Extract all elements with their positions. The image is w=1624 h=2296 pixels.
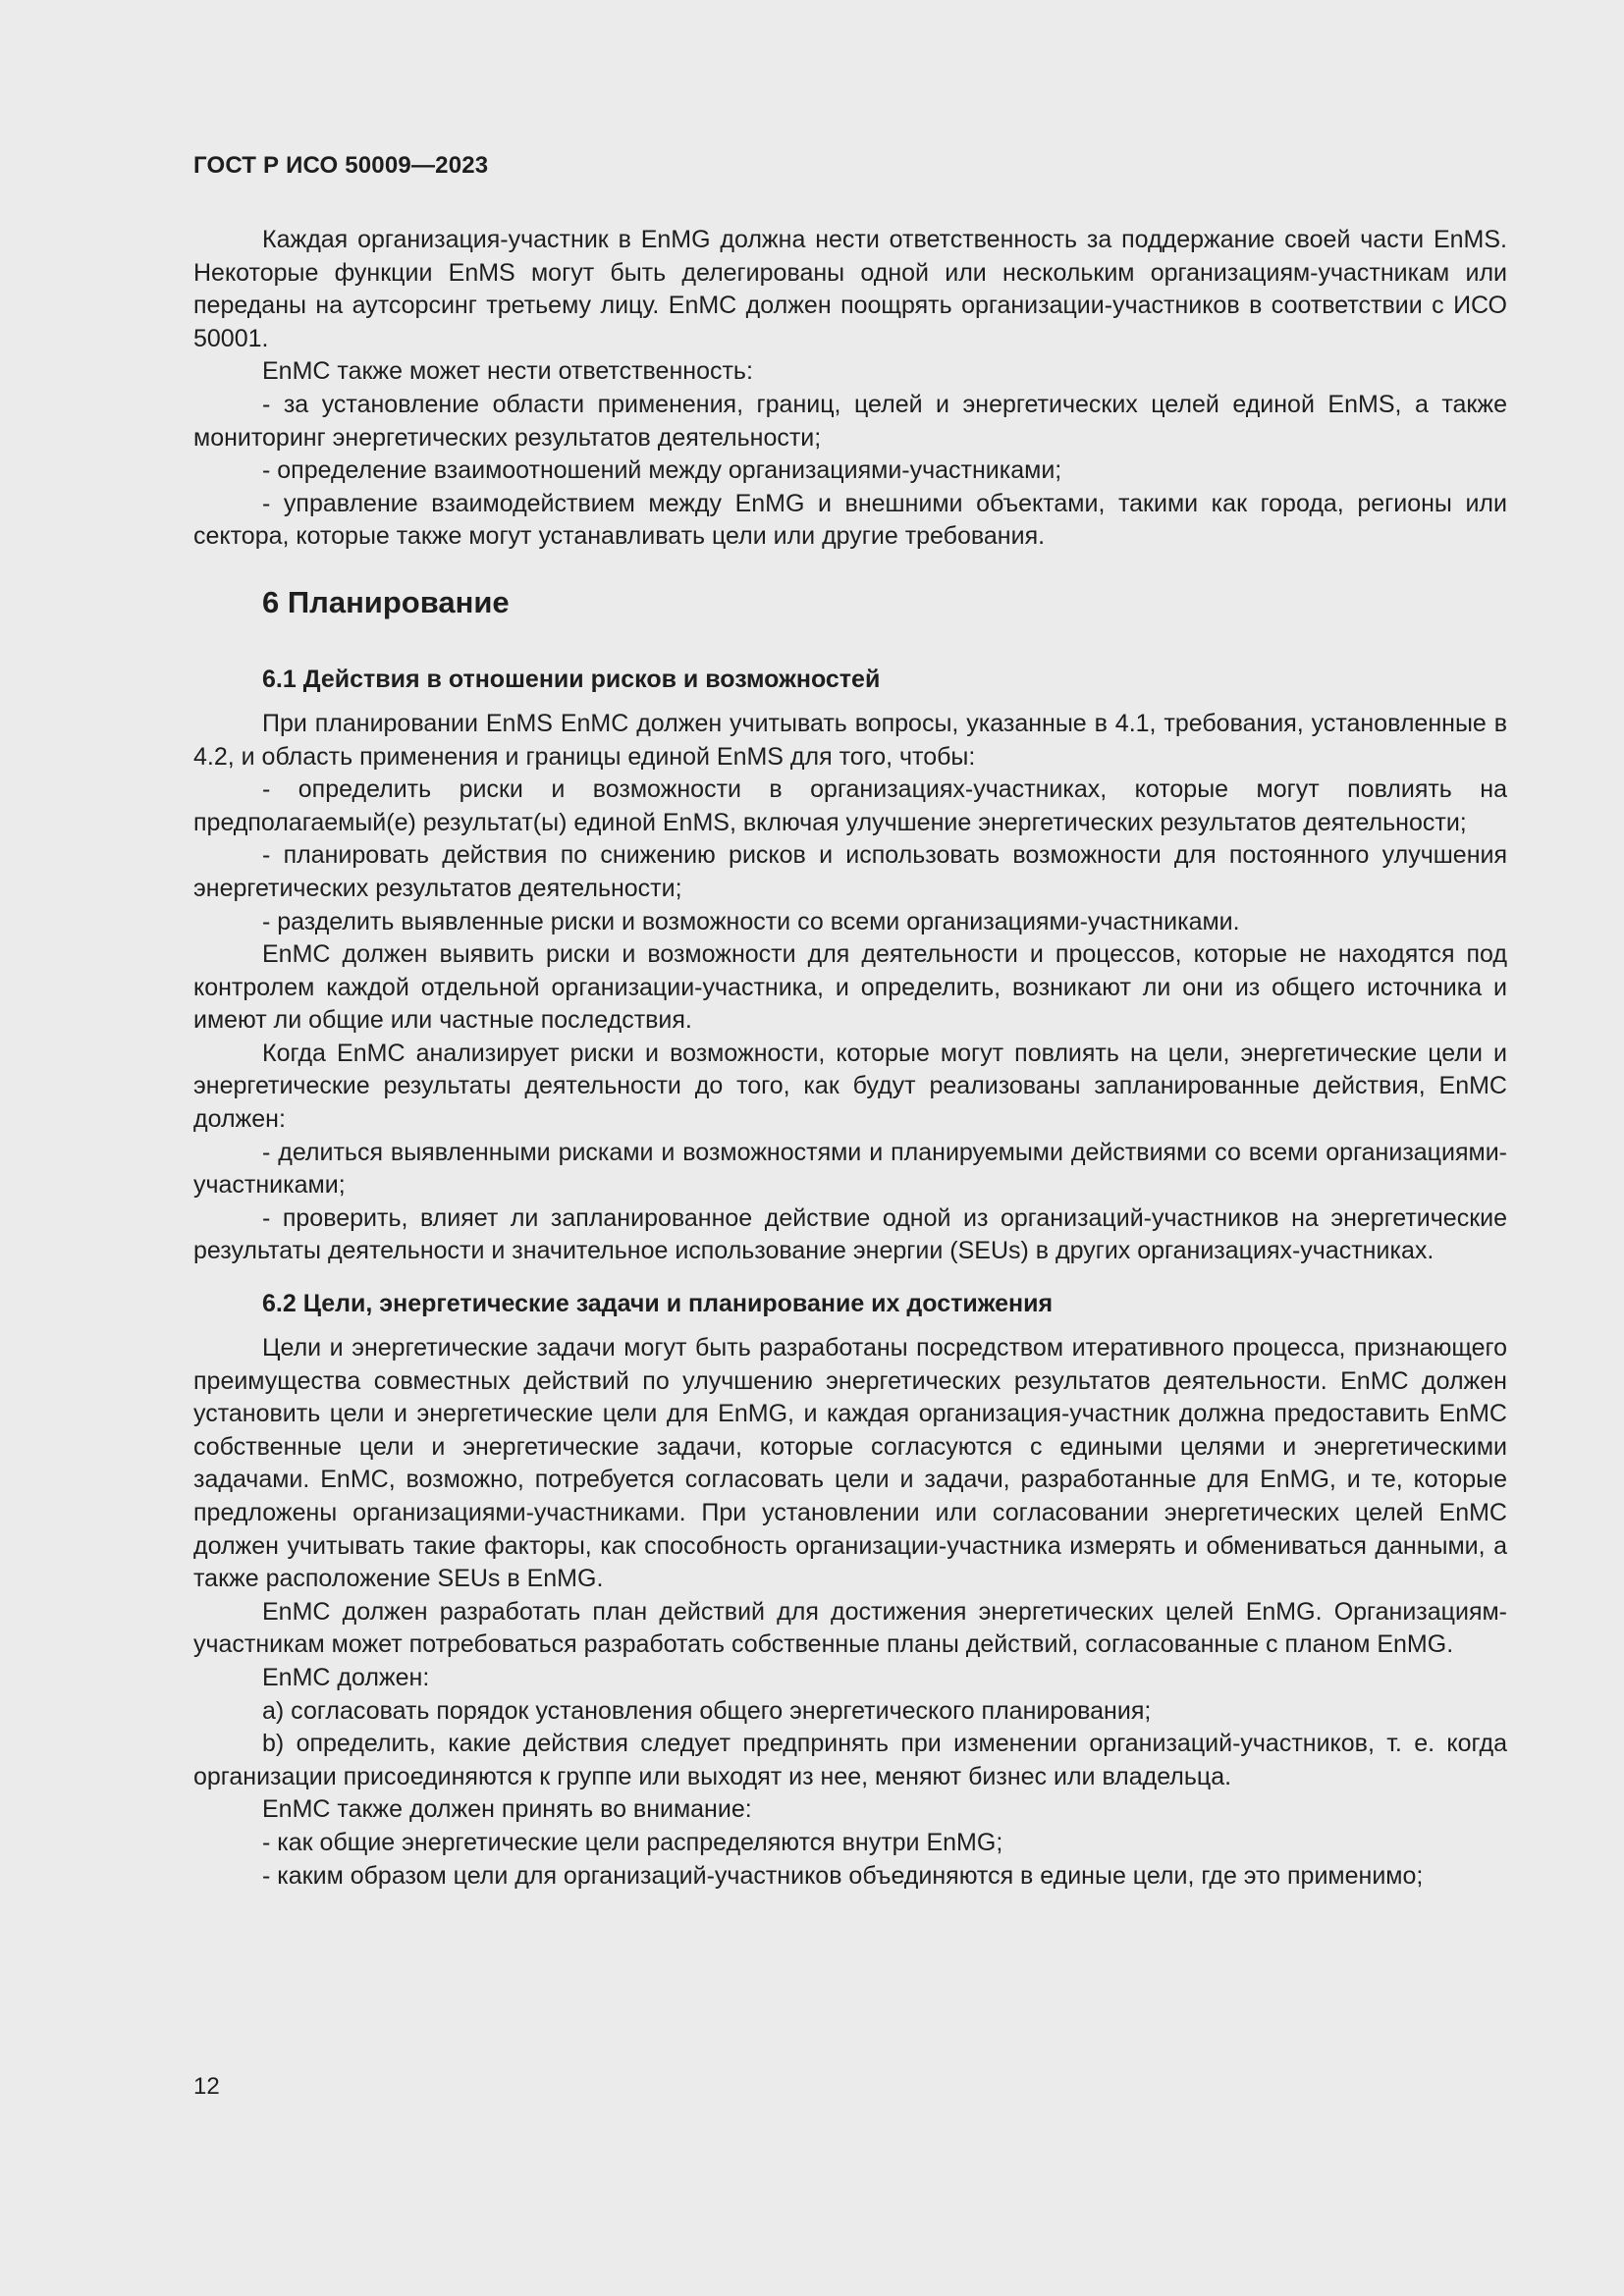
subsection-heading: 6.1 Действия в отношении рисков и возможностей [262, 665, 881, 693]
list-item: - за установление области применения, границ, целей и энергетических целей единой EnMS, а также мониторинг энергетических результатов деятельности; [193, 390, 1507, 452]
list-item: - делиться выявленными рисками и возможностями и планируемыми действиями со всеми организациями-участниками; [193, 1138, 1507, 1200]
paragraph: EnMC также может нести ответственность: [262, 357, 753, 386]
section-heading: 6 Планирование [262, 584, 510, 619]
paragraph: Когда EnMC анализирует риски и возможности, которые могут повлиять на цели, энергетические цели и энергетические результаты деятельности до того, как будут реализованы запланированные действия, EnMC должен: [193, 1039, 1507, 1134]
paragraph: Цели и энергетические задачи могут быть разработаны посредством итеративного процесса, признающего преимущества совместных действий по улучшению энергетических результатов деятельности. EnMC должен установить цели и энергетические цели для EnMG, и каждая организация-участник должна предоставить EnMC собственные цели и энергетические задачи, которые согласуются с едиными целями и энергетическими задачами. EnMC, возможно, потребуется согласовать цели и задачи, разработанные для EnMG, и те, которые предложены организациями-участниками. При установлении или согласовании энергетических целей EnMC должен учитывать такие факторы, как способность организации-участника измерять и обмениваться данными, а также расположение SEUs в EnMG. [193, 1334, 1507, 1593]
list-item: - управление взаимодействием между EnMG и внешними объектами, такими как города, регионы или сектора, которые также могут устанавливать цели или другие требования. [193, 489, 1507, 551]
paragraph: EnMC должен выявить риски и возможности для деятельности и процессов, которые не находятся под контролем каждой отдельной организации-участника, и определить, возникают ли они из общего источника и имеют ли общие или частные последствия. [193, 940, 1507, 1035]
list-item: - проверить, влияет ли запланированное действие одной из организаций-участников на энергетические результаты деятельности и значительное использование энергии (SEUs) в других организациях-участниках. [193, 1203, 1507, 1265]
paragraph: При планировании EnMS EnMC должен учитывать вопросы, указанные в 4.1, требования, установленные в 4.2, и область применения и границы единой EnMS для того, чтобы: [193, 709, 1507, 771]
standard-header: ГОСТ Р ИСО 50009—2023 [193, 152, 489, 179]
paragraph: EnMC также должен принять во внимание: [262, 1795, 752, 1824]
list-item: b) определить, какие действия следует предпринять при изменении организаций-участников, т. е. когда организации присоединяются к группе или выходят из нее, меняют бизнес или владельца. [193, 1730, 1507, 1790]
page-content [193, 224, 1507, 1893]
list-item: - как общие энергетические цели распределяются внутри EnMG; [262, 1828, 1003, 1856]
paragraph: EnMC должен: [262, 1663, 430, 1691]
list-item: - определение взаимоотношений между организациями-участниками; [262, 456, 1062, 485]
list-item: - определить риски и возможности в организациях-участниках, которые могут повлиять на предполагаемый(е) результат(ы) единой EnMS, включая улучшение энергетических результатов деятельности; [193, 775, 1507, 836]
page-number: 12 [193, 2073, 220, 2100]
list-item: - каким образом цели для организаций-участников объединяются в единые цели, где это применимо; [262, 1861, 1424, 1890]
list-item: - планировать действия по снижению рисков и использовать возможности для постоянного улучшения энергетических результатов деятельности; [193, 841, 1507, 902]
paragraph: Каждая организация-участник в EnMG должна нести ответственность за поддержание своей части EnMS. Некоторые функции EnMS могут быть делегированы одной или нескольким организациям-участникам или переданы на аутсорсинг третьему лицу. EnMC должен поощрять организации-участников в соответствии с ИСО 50001. [193, 226, 1507, 352]
subsection-heading: 6.2 Цели, энергетические задачи и планирование их достижения [262, 1290, 1054, 1318]
list-item: a) согласовать порядок установления общего энергетического планирования; [262, 1696, 1152, 1725]
list-item: - разделить выявленные риски и возможности со всеми организациями-участниками. [262, 907, 1240, 935]
paragraph: EnMC должен разработать план действий для достижения энергетических целей EnMG. Организациям-участникам может потребоваться разработать собственные планы действий, согласованные с планом EnMG. [193, 1597, 1507, 1659]
